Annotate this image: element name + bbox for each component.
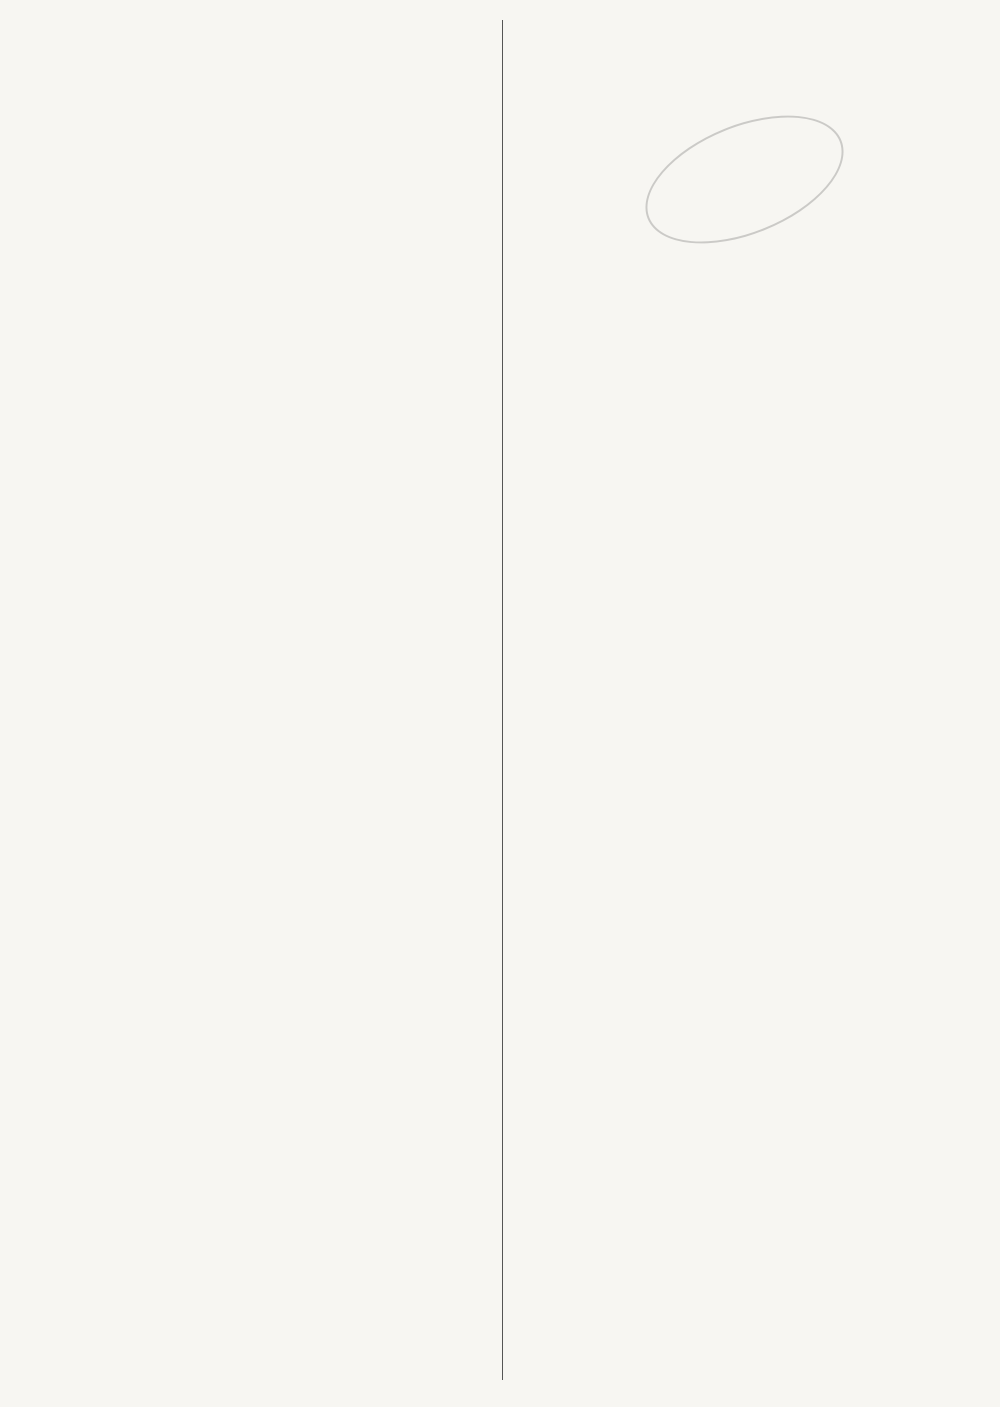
footer [974, 1372, 980, 1391]
stamp-watermark [627, 90, 862, 269]
column-divider [502, 20, 503, 1380]
